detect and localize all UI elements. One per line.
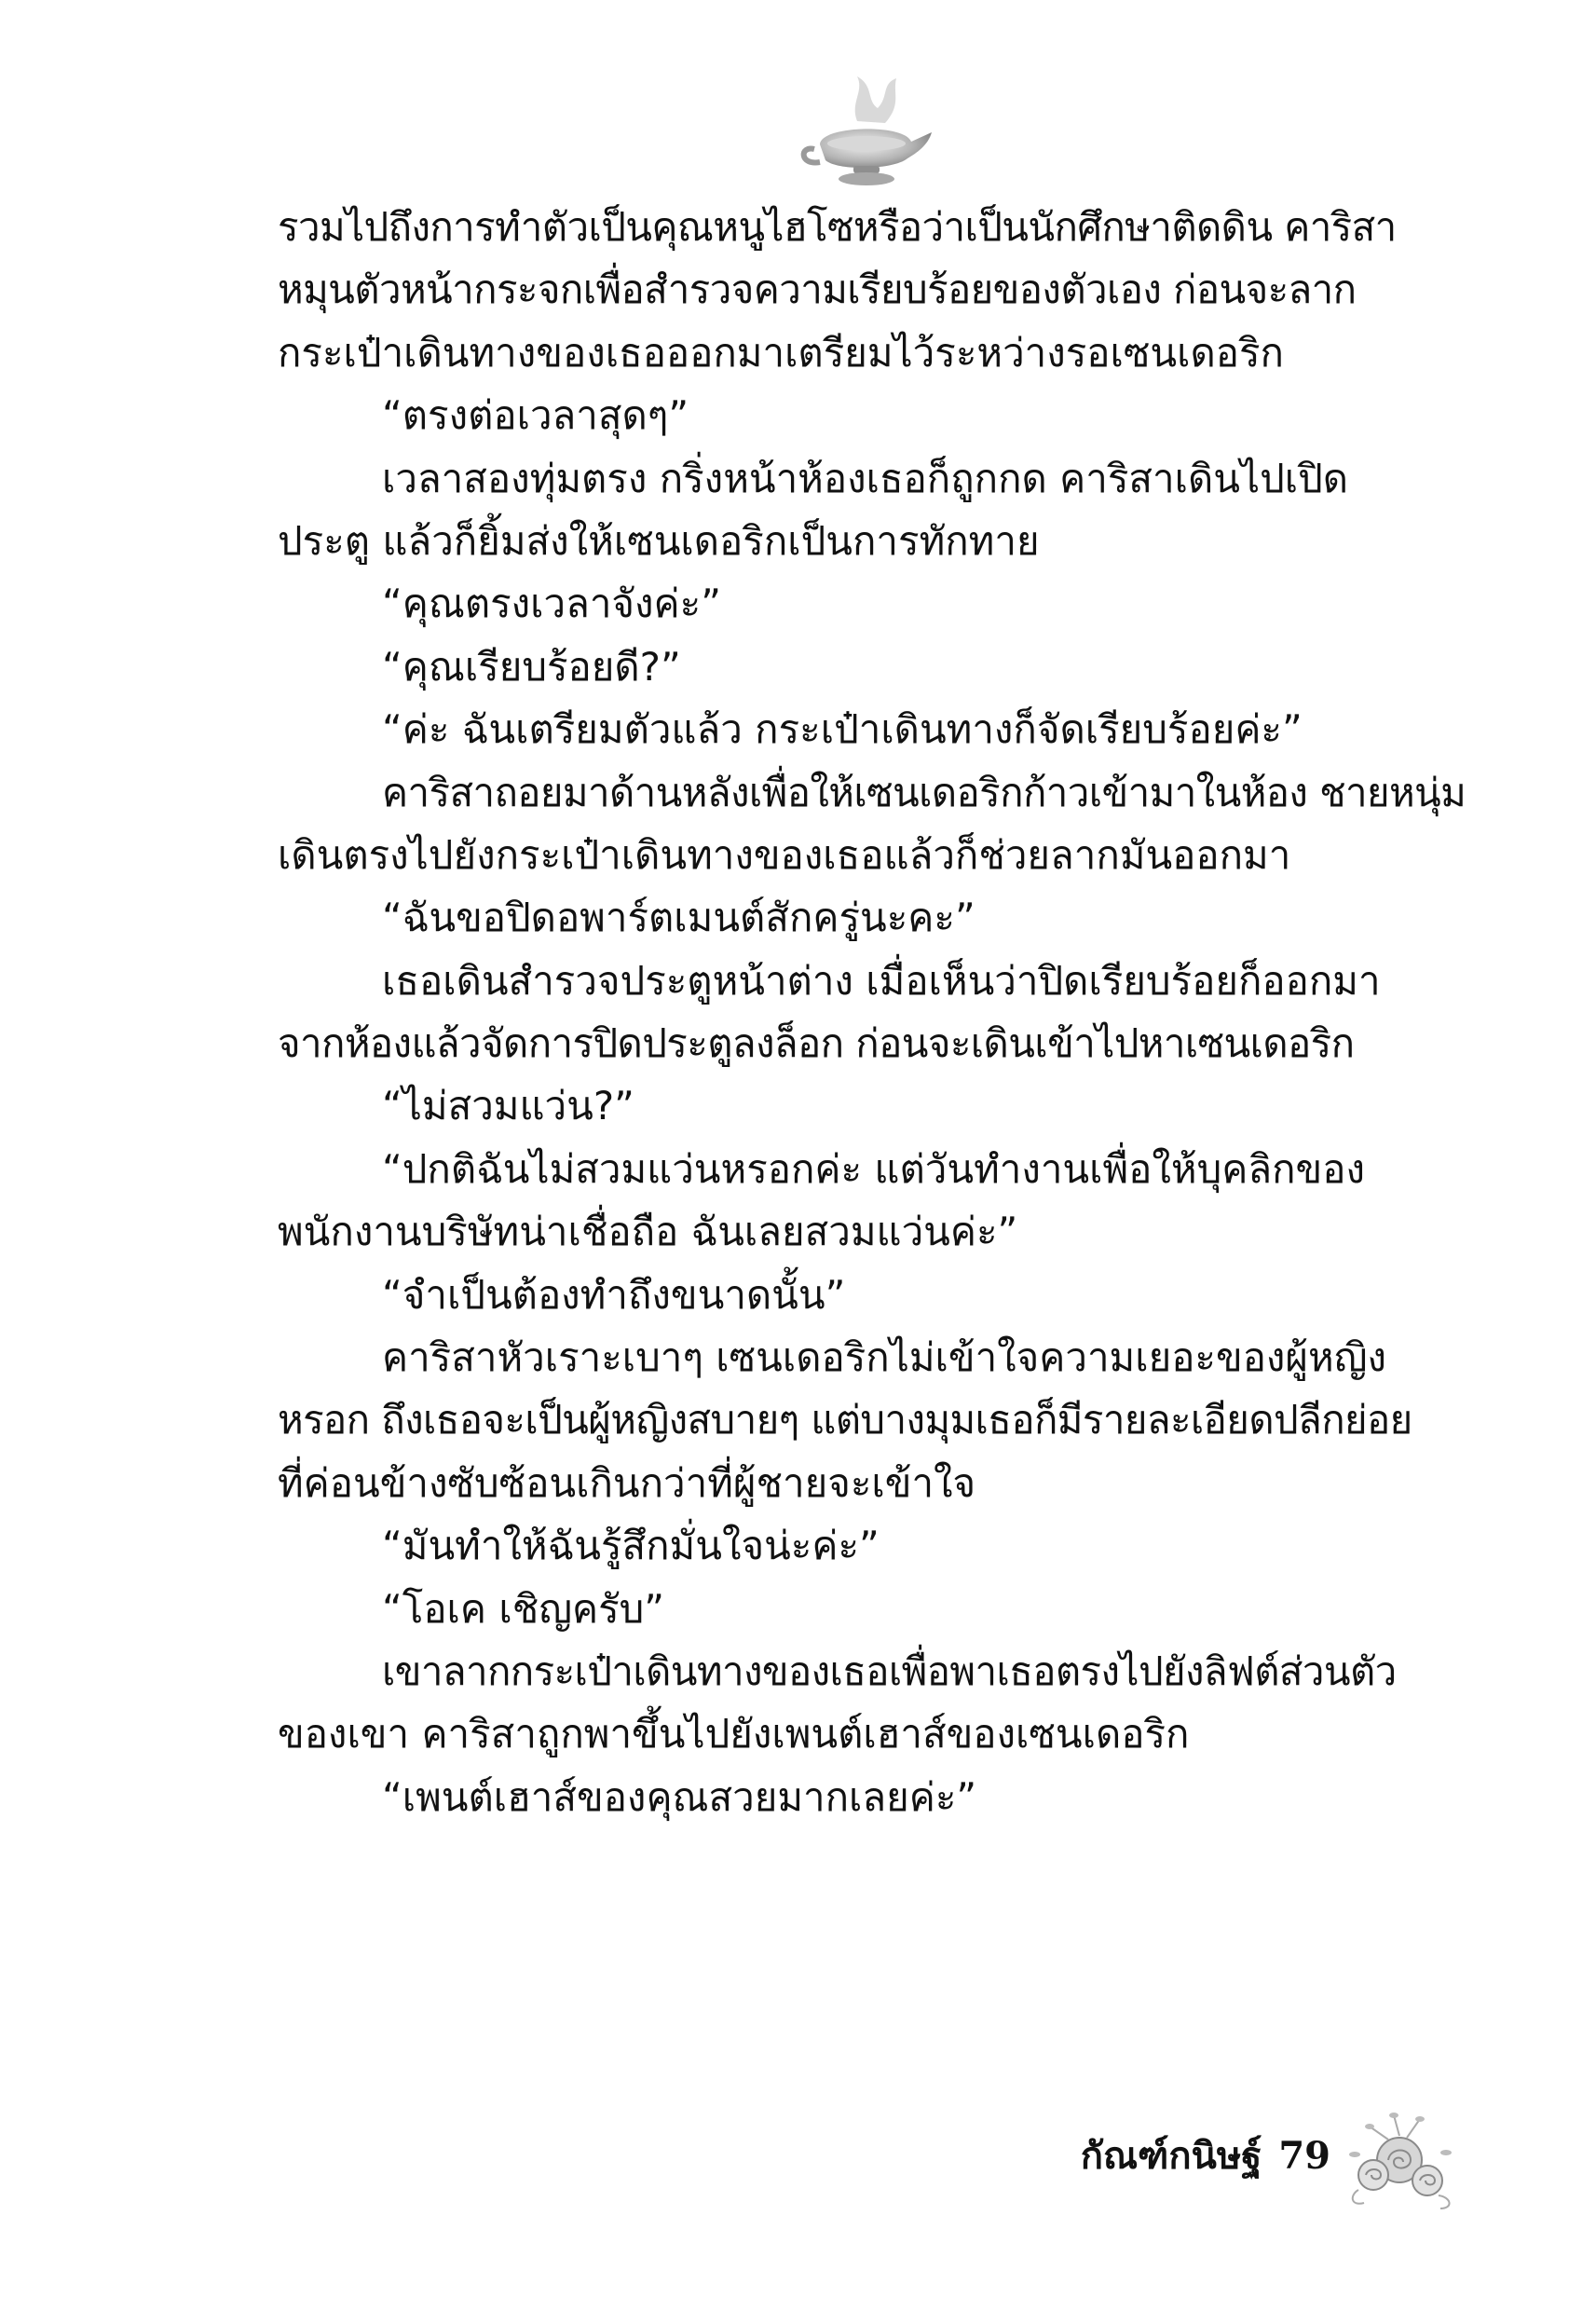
dialogue-line: “ตรงต่อเวลาสุดๆ” — [382, 392, 689, 439]
dialogue-line: “ปกติฉันไม่สวมแว่นหรอกค่ะ แต่วันทำงานเพื่อให้บุคลิกของ — [382, 1145, 1365, 1192]
dialogue-line: “คุณตรงเวลาจังค่ะ” — [382, 581, 721, 627]
text-line: หรอก ถึงเธอจะเป็นผู้หญิงสบายๆ แต่บางมุมเธอก็มีรายละเอียดปลีกย่อย — [278, 1397, 1412, 1443]
text-line: กระเป๋าเดินทางของเธอออกมาเตรียมไว้ระหว่างรอเซนเดอริก — [278, 329, 1284, 376]
page-number: 79 — [1278, 2133, 1330, 2178]
text-line: เดินตรงไปยังกระเป๋าเดินทางของเธอแล้วก็ช่วยลากมันออกมา — [278, 831, 1291, 878]
text-line: พนักงานบริษัทน่าเชื่อถือ ฉันเลยสวมแว่นค่ะ” — [278, 1209, 1018, 1255]
text-line: เธอเดินสำรวจประตูหน้าต่าง เมื่อเห็นว่าปิดเรียบร้อยก็ออกมา — [382, 957, 1381, 1004]
page-footer — [1081, 2123, 1330, 2188]
text-line: รวมไปถึงการทำตัวเป็นคุณหนูไฮโซหรือว่าเป็นนักศึกษาติดดิน คาริสา — [278, 204, 1397, 250]
text-line: คาริสาหัวเราะเบาๆ เซนเดอริกไม่เข้าใจความเยอะของผู้หญิง — [382, 1334, 1387, 1381]
rose-bouquet-icon — [1342, 2106, 1463, 2218]
dialogue-line: “ไม่สวมแว่น?” — [382, 1083, 634, 1129]
dialogue-line: “จำเป็นต้องทำถึงขนาดนั้น” — [382, 1271, 846, 1318]
body-text — [278, 196, 1466, 1828]
text-line: ของเขา คาริสาถูกพาขึ้นไปยังเพนต์เฮาส์ของเซนเดอริก — [278, 1711, 1190, 1757]
text-line: จากห้องแล้วจัดการปิดประตูลงล็อก ก่อนจะเดินเข้าไปหาเซนเดอริก — [278, 1020, 1355, 1067]
dialogue-line: “ค่ะ ฉันเตรียมตัวแล้ว กระเป๋าเดินทางก็จัดเรียบร้อยค่ะ” — [382, 706, 1303, 753]
text-line: เวลาสองทุ่มตรง กริ่งหน้าห้องเธอก็ถูกกด คาริสาเดินไปเปิด — [382, 455, 1349, 501]
dialogue-line: “เพนต์เฮาส์ของคุณสวยมากเลยค่ะ” — [382, 1773, 977, 1820]
book-title: กัณฑ์กนิษฐ์ — [1080, 2134, 1262, 2178]
dialogue-line: “คุณเรียบร้อยดี?” — [382, 643, 681, 690]
text-line: ที่ค่อนข้างซับซ้อนเกินกว่าที่ผู้ชายจะเข้าใจ — [278, 1459, 976, 1506]
dialogue-line: “มันทำให้ฉันรู้สึกมั่นใจน่ะค่ะ” — [382, 1523, 880, 1569]
dialogue-line: “โอเค เชิญครับ” — [382, 1585, 665, 1632]
text-line: เขาลากกระเป๋าเดินทางของเธอเพื่อพาเธอตรงไปยังลิฟต์ส่วนตัว — [382, 1648, 1397, 1694]
text-line: ประตู แล้วก็ยิ้มส่งให้เซนเดอริกเป็นการทักทาย — [278, 517, 1040, 564]
dialogue-line: “ฉันขอปิดอพาร์ตเมนต์สักครู่นะคะ” — [382, 895, 975, 941]
genie-lamp-icon — [792, 56, 941, 205]
text-line: คาริสาถอยมาด้านหลังเพื่อให้เซนเดอริกก้าวเข้ามาในห้อง ชายหนุ่ม — [382, 769, 1466, 815]
text-line: หมุนตัวหน้ากระจกเพื่อสำรวจความเรียบร้อยของตัวเอง ก่อนจะลาก — [278, 267, 1357, 313]
